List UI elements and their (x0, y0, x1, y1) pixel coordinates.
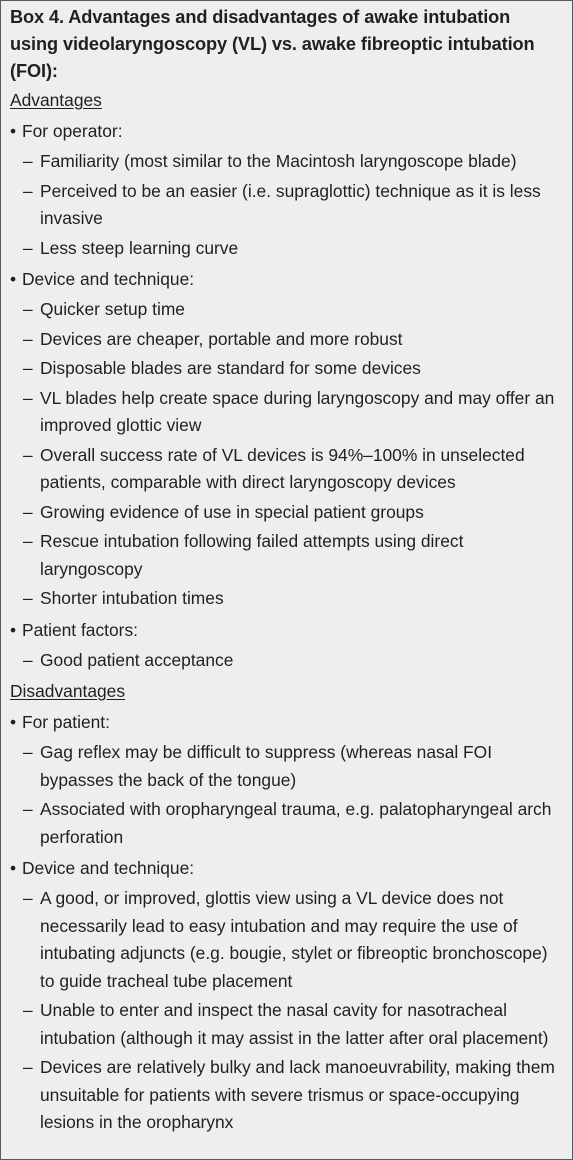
list-item-text: VL blades help create space during laryngoscopy and may offer an improved glottic view (40, 387, 555, 435)
box-title: Box 4. Advantages and disadvantages of awake intubation using videolaryngoscopy (VL) vs. awake fibreoptic intubation (FOI): (10, 7, 535, 81)
group-label-text: For patient: (22, 712, 110, 732)
bullet-icon: • (10, 712, 17, 732)
bullet-group (10, 116, 563, 262)
list-item-text: Associated with oropharyngeal trauma, e.g. palatopharyngeal arch perforation (40, 799, 552, 847)
group-label-text: For operator: (22, 121, 123, 141)
box-content (10, 85, 563, 1137)
dash-icon: – (23, 742, 33, 762)
list-item-text: Disposable blades are standard for some devices (40, 358, 421, 378)
bullet-icon: • (10, 858, 17, 878)
group-label-text: Patient factors: (22, 619, 138, 640)
item-list (10, 739, 563, 851)
dash-icon: – (23, 799, 33, 819)
group-label (10, 116, 563, 147)
list-item (10, 647, 563, 675)
list-item (10, 178, 563, 233)
dash-icon: – (23, 588, 33, 608)
dash-icon: – (23, 501, 33, 522)
list-item (10, 499, 563, 527)
list-item-text: Rescue intubation following failed attempts using direct laryngoscopy (40, 531, 464, 579)
list-item-text: Growing evidence of use in special patient groups (40, 501, 424, 522)
bullet-group (10, 707, 563, 851)
dash-icon: – (23, 387, 33, 408)
list-item (10, 528, 563, 583)
list-item (10, 235, 563, 263)
list-item-text: Less steep learning curve (40, 237, 239, 258)
bullet-icon: • (10, 269, 17, 289)
dash-icon: – (23, 237, 33, 258)
list-item (10, 885, 563, 995)
dash-icon: – (23, 531, 33, 551)
dash-icon: – (23, 151, 33, 171)
group-label (10, 615, 563, 646)
group-label-text: Device and technique: (22, 858, 195, 878)
bullet-group (10, 264, 563, 613)
list-item (10, 1054, 563, 1137)
group-label (10, 707, 563, 738)
dash-icon: – (23, 328, 33, 349)
item-list (10, 885, 563, 1137)
list-item-text: Devices are cheaper, portable and more robust (40, 328, 403, 349)
group-label-text: Device and technique: (22, 269, 195, 289)
list-item-text: Devices are relatively bulky and lack manoeuvrability, making them unsuitable for patients with severe trismus or space-occupying lesions in the oropharynx (40, 1057, 555, 1132)
list-item-text: A good, or improved, glottis view using a VL device does not necessarily lead to easy intubation and may require the use of intubating adjuncts (e.g. bougie, stylet or fibreoptic bronchoscope) to guide tracheal tube placement (40, 888, 548, 991)
list-item-text: Gag reflex may be difficult to suppress (whereas nasal FOI bypasses the back of the tongue) (40, 742, 493, 790)
list-item (10, 997, 563, 1052)
dash-icon: – (23, 444, 33, 465)
list-item-text: Perceived to be an easier (i.e. supraglottic) technique as it is less invasive (40, 180, 541, 228)
group-label (10, 853, 563, 884)
list-item-text: Overall success rate of VL devices is 94%–100% in unselected patients, comparable with direct laryngoscopy devices (40, 444, 525, 492)
dash-icon: – (23, 358, 33, 378)
list-item (10, 326, 563, 354)
dash-icon: – (23, 888, 33, 908)
bullet-group (10, 615, 563, 675)
list-item (10, 148, 563, 176)
list-item-text: Familiarity (most similar to the Macintosh laryngoscope blade) (40, 151, 517, 171)
list-item-text: Unable to enter and inspect the nasal cavity for nasotracheal intubation (although it may assist in the latter after oral placement) (40, 1000, 549, 1048)
list-item (10, 585, 563, 613)
list-item (10, 296, 563, 324)
group-label (10, 264, 563, 295)
dash-icon: – (23, 180, 33, 201)
section-heading: Advantages (10, 90, 102, 110)
dash-icon: – (23, 1000, 33, 1020)
list-item (10, 385, 563, 440)
list-item-text: Shorter intubation times (40, 588, 224, 608)
section-heading: Disadvantages (10, 681, 126, 701)
item-list (10, 647, 563, 675)
list-item-text: Good patient acceptance (40, 649, 234, 670)
dash-icon: – (23, 299, 33, 319)
list-item (10, 796, 563, 851)
list-item-text: Quicker setup time (40, 299, 185, 319)
dash-icon: – (23, 1057, 33, 1077)
item-list (10, 148, 563, 262)
list-item (10, 739, 563, 794)
item-list (10, 296, 563, 613)
list-item (10, 442, 563, 497)
dash-icon: – (23, 649, 33, 670)
bullet-group (10, 853, 563, 1137)
bullet-icon: • (10, 619, 17, 640)
list-item (10, 355, 563, 383)
bullet-icon: • (10, 121, 17, 141)
